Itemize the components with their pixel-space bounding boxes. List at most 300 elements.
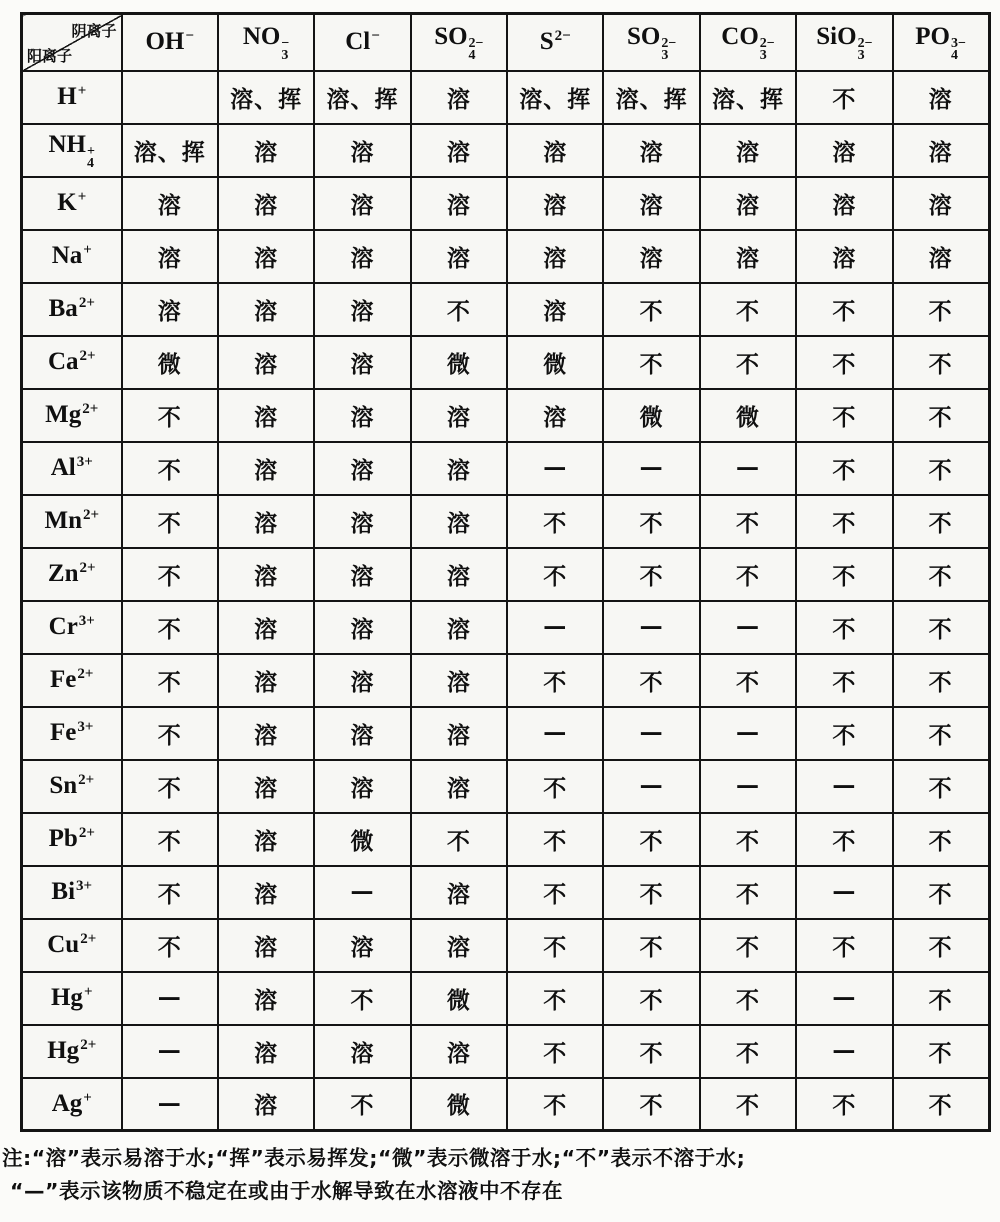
solubility-cell: 不 [122, 707, 218, 760]
cation-formula [51, 984, 93, 1011]
anion-formula [345, 28, 380, 55]
solubility-cell: 溶 [218, 124, 314, 177]
solubility-cell: 不 [796, 442, 892, 495]
solubility-cell: 溶 [314, 230, 410, 283]
cation-formula [50, 719, 93, 746]
ion-subscript: 3 [759, 47, 767, 63]
solubility-cell: 不 [411, 813, 507, 866]
header-row [22, 14, 990, 71]
anion-header [796, 14, 892, 71]
solubility-cell: — [507, 601, 603, 654]
anion-header [314, 14, 410, 71]
ion-base-text: SO [626, 22, 661, 50]
solubility-cell: 微 [603, 389, 699, 442]
solubility-cell: 不 [122, 495, 218, 548]
solubility-cell: 不 [314, 972, 410, 1025]
cation-formula [48, 560, 96, 587]
cation-header [22, 972, 122, 1025]
solubility-cell: 不 [603, 283, 699, 336]
ion-base-text: Ag [51, 1089, 83, 1117]
corner-cell [22, 14, 122, 71]
cation-formula [51, 878, 92, 905]
solubility-cell: — [796, 760, 892, 813]
anion-formula [540, 28, 571, 55]
solubility-cell: 溶 [507, 389, 603, 442]
solubility-cell: 溶 [122, 230, 218, 283]
ion-base-text: Mn [44, 507, 82, 534]
solubility-cell: 不 [893, 601, 989, 654]
solubility-cell: 微 [411, 1078, 507, 1131]
solubility-cell: 溶 [314, 601, 410, 654]
solubility-cell: 微 [122, 336, 218, 389]
table-row [22, 548, 990, 601]
cation-formula [48, 130, 95, 171]
cation-formula [48, 348, 96, 375]
ion-base-text: Zn [47, 560, 79, 587]
solubility-table [20, 12, 991, 1132]
solubility-cell: 溶 [218, 866, 314, 919]
ion-subscript: 4 [950, 47, 958, 63]
solubility-cell: 溶 [411, 177, 507, 230]
solubility-cell: — [603, 442, 699, 495]
ion-superscript: 2− [759, 35, 775, 51]
solubility-cell: 不 [796, 548, 892, 601]
solubility-cell: 溶 [700, 230, 796, 283]
cation-header [22, 707, 122, 760]
anion-header [700, 14, 796, 71]
cation-header [22, 283, 122, 336]
solubility-cell: 不 [796, 389, 892, 442]
solubility-cell: 溶 [507, 177, 603, 230]
solubility-cell: 不 [796, 813, 892, 866]
table-row [22, 177, 990, 230]
solubility-cell: — [796, 866, 892, 919]
anion-header [218, 14, 314, 71]
cation-formula [49, 295, 95, 322]
ion-superscript: + [77, 189, 87, 205]
solubility-cell: 不 [893, 760, 989, 813]
cation-formula [57, 83, 86, 110]
table-row [22, 283, 990, 336]
solubility-cell: 溶 [218, 336, 314, 389]
ion-base-text: K [57, 189, 77, 216]
solubility-cell: 溶 [796, 230, 892, 283]
cation-formula [49, 825, 95, 852]
solubility-cell: 微 [314, 813, 410, 866]
solubility-cell: 溶 [218, 548, 314, 601]
table-row [22, 389, 990, 442]
ion-base-text: Fe [50, 719, 77, 746]
ion-superscript: + [83, 242, 92, 258]
ion-superscript: 3− [950, 35, 966, 51]
ion-superscript: − [185, 28, 194, 45]
solubility-cell: 溶 [314, 707, 410, 760]
table-row [22, 760, 990, 813]
solubility-cell: 溶 [218, 230, 314, 283]
solubility-cell: 溶 [603, 230, 699, 283]
solubility-cell: 溶 [314, 760, 410, 813]
solubility-cell: 溶、挥 [507, 71, 603, 124]
solubility-cell: 不 [603, 1078, 699, 1131]
ion-charge-stack [759, 35, 775, 63]
cation-header [22, 813, 122, 866]
solubility-cell: 溶 [218, 1025, 314, 1078]
cation-header [22, 919, 122, 972]
ion-base-text: Cu [47, 931, 80, 958]
solubility-cell: 溶 [314, 177, 410, 230]
solubility-cell: 溶 [314, 495, 410, 548]
table-row [22, 124, 990, 177]
solubility-cell: 不 [122, 442, 218, 495]
ion-base-text: OH [145, 28, 185, 56]
ion-subscript: 3 [281, 47, 289, 63]
cation-formula [45, 401, 98, 428]
solubility-cell: 不 [122, 389, 218, 442]
solubility-cell: 不 [796, 654, 892, 707]
ion-base-text: NO [242, 22, 281, 50]
cation-formula [57, 189, 86, 216]
ion-base-text: S [539, 28, 554, 56]
ion-base-text: SO [434, 22, 468, 50]
anion-formula [721, 22, 775, 63]
solubility-cell: 不 [603, 866, 699, 919]
cation-header [22, 230, 122, 283]
solubility-cell: 不 [603, 548, 699, 601]
solubility-cell: 溶 [218, 760, 314, 813]
cation-formula [49, 613, 95, 640]
solubility-cell: 不 [507, 654, 603, 707]
ion-charge-stack [281, 35, 290, 63]
solubility-cell: 不 [893, 548, 989, 601]
table-row [22, 495, 990, 548]
cation-header [22, 124, 122, 177]
solubility-cell: 不 [700, 336, 796, 389]
solubility-cell: 溶 [507, 124, 603, 177]
ion-superscript: + [83, 1089, 92, 1106]
solubility-cell: — [796, 972, 892, 1025]
solubility-cell: 溶 [314, 389, 410, 442]
solubility-cell: 溶 [796, 124, 892, 177]
solubility-cell: 溶 [507, 230, 603, 283]
solubility-cell: 溶 [411, 866, 507, 919]
cation-formula [47, 931, 96, 958]
footnote-line1: 注:“溶”表示易溶于水;“挥”表示易挥发;“微”表示微溶于水;“不”表示不溶于水; [2, 1146, 746, 1170]
solubility-cell: 溶 [411, 230, 507, 283]
solubility-cell: 溶 [411, 71, 507, 124]
anion-formula [816, 22, 873, 63]
cation-header [22, 1078, 122, 1131]
cation-header [22, 336, 122, 389]
solubility-cell: — [122, 972, 218, 1025]
ion-base-text: Cl [345, 28, 371, 56]
ion-superscript: 2+ [79, 348, 96, 364]
solubility-cell: — [122, 1078, 218, 1131]
ion-superscript: 2+ [82, 507, 100, 523]
solubility-cell: 溶 [314, 336, 410, 389]
ion-superscript: 2+ [78, 295, 95, 311]
solubility-cell: 溶 [893, 124, 989, 177]
solubility-cell: 不 [893, 919, 989, 972]
table-row [22, 601, 990, 654]
anion-header [603, 14, 699, 71]
ion-charge-stack [950, 35, 966, 63]
solubility-cell: 不 [700, 1078, 796, 1131]
solubility-cell: 不 [700, 495, 796, 548]
anion-formula [242, 22, 290, 63]
solubility-cell: 不 [700, 919, 796, 972]
solubility-cell: 不 [893, 813, 989, 866]
ion-base-text: Cr [48, 613, 78, 640]
solubility-cell: 微 [507, 336, 603, 389]
solubility-cell: 不 [893, 866, 989, 919]
solubility-cell: 不 [603, 919, 699, 972]
solubility-cell: 不 [122, 601, 218, 654]
ion-superscript: 2+ [79, 560, 96, 576]
ion-superscript: − [371, 28, 380, 45]
cation-header [22, 177, 122, 230]
solubility-cell: 不 [893, 972, 989, 1025]
anion-formula [434, 22, 484, 63]
ion-subscript: 3 [661, 47, 669, 63]
solubility-cell: 不 [796, 283, 892, 336]
solubility-cell: 不 [507, 548, 603, 601]
solubility-cell: — [122, 1025, 218, 1078]
corner-cation-label: 阳离子 [27, 46, 73, 65]
solubility-cell: 溶 [122, 283, 218, 336]
solubility-cell: — [796, 1025, 892, 1078]
ion-base-text: Pb [48, 825, 78, 852]
solubility-cell: 不 [122, 813, 218, 866]
ion-subscript: 4 [468, 47, 476, 63]
solubility-cell: 不 [893, 654, 989, 707]
cation-header [22, 548, 122, 601]
cation-header [22, 654, 122, 707]
solubility-cell: 不 [796, 495, 892, 548]
solubility-cell: 溶 [314, 283, 410, 336]
ion-subscript: 3 [857, 47, 865, 63]
anion-header [411, 14, 507, 71]
solubility-cell: 不 [507, 1078, 603, 1131]
solubility-cell: 不 [603, 336, 699, 389]
table-row [22, 654, 990, 707]
solubility-cell: 溶 [314, 124, 410, 177]
table-body [22, 71, 990, 1131]
table-row [22, 71, 990, 124]
solubility-cell: — [507, 707, 603, 760]
solubility-cell: 不 [122, 548, 218, 601]
ion-charge-stack [857, 35, 873, 63]
ion-superscript: 2+ [82, 401, 99, 417]
solubility-cell: 不 [507, 972, 603, 1025]
solubility-cell: 溶 [411, 919, 507, 972]
solubility-cell: 溶、挥 [700, 71, 796, 124]
solubility-cell: 溶 [218, 177, 314, 230]
solubility-cell: 不 [893, 442, 989, 495]
solubility-cell: 不 [603, 495, 699, 548]
solubility-cell: 溶 [218, 972, 314, 1025]
ion-superscript: 2− [661, 35, 677, 51]
solubility-cell: 不 [796, 601, 892, 654]
solubility-cell: 溶 [314, 919, 410, 972]
cation-header [22, 1025, 122, 1078]
solubility-cell: 溶 [122, 177, 218, 230]
solubility-cell: — [603, 760, 699, 813]
ion-superscript: 2+ [80, 1037, 97, 1053]
anion-header [122, 14, 218, 71]
solubility-cell: 微 [411, 972, 507, 1025]
solubility-cell: 不 [796, 71, 892, 124]
solubility-cell: 不 [700, 654, 796, 707]
anion-formula [626, 22, 677, 63]
cation-formula [52, 242, 92, 269]
solubility-cell: 不 [893, 336, 989, 389]
solubility-cell: 不 [796, 707, 892, 760]
solubility-cell: 不 [122, 760, 218, 813]
solubility-cell: 溶 [411, 601, 507, 654]
table-row [22, 336, 990, 389]
solubility-cell: 不 [507, 813, 603, 866]
cation-header [22, 495, 122, 548]
solubility-cell: 溶 [700, 124, 796, 177]
table-row [22, 707, 990, 760]
ion-charge-stack [661, 35, 677, 63]
ion-charge-stack [468, 35, 484, 63]
solubility-cell: 不 [122, 654, 218, 707]
table-row [22, 230, 990, 283]
ion-superscript: + [87, 143, 95, 159]
cation-header [22, 389, 122, 442]
ion-superscript: 2− [468, 35, 484, 51]
solubility-cell: 溶 [411, 495, 507, 548]
solubility-cell: 溶 [218, 813, 314, 866]
table-row [22, 813, 990, 866]
cation-header [22, 760, 122, 813]
ion-superscript: 2+ [78, 772, 95, 788]
footnote-line2: “—”表示该物质不稳定在或由于水解导致在水溶液中不存在 [10, 1179, 563, 1203]
ion-base-text: H [57, 83, 77, 110]
solubility-cell: 溶、挥 [314, 71, 410, 124]
solubility-cell: — [507, 442, 603, 495]
solubility-cell: 溶 [218, 389, 314, 442]
anion-formula [145, 28, 193, 55]
solubility-cell: 不 [796, 1078, 892, 1131]
ion-base-text: Mg [45, 401, 82, 428]
solubility-cell: 不 [700, 548, 796, 601]
solubility-cell: 溶、挥 [122, 124, 218, 177]
table-header [22, 14, 990, 71]
solubility-cell: 不 [603, 972, 699, 1025]
solubility-cell: 不 [796, 336, 892, 389]
solubility-cell: 溶 [411, 707, 507, 760]
solubility-cell: 不 [700, 1025, 796, 1078]
solubility-cell: 不 [893, 283, 989, 336]
solubility-cell: 溶 [218, 495, 314, 548]
cation-formula [52, 1090, 92, 1117]
solubility-cell: 不 [893, 707, 989, 760]
solubility-cell: 溶 [507, 283, 603, 336]
solubility-cell: 不 [603, 813, 699, 866]
ion-superscript: 2− [857, 35, 873, 51]
ion-base-text: Ba [48, 295, 78, 322]
solubility-cell: 溶 [411, 1025, 507, 1078]
ion-superscript: 2+ [80, 931, 97, 947]
cation-formula [50, 666, 93, 693]
solubility-cell: 溶 [314, 1025, 410, 1078]
ion-base-text: Bi [51, 878, 76, 905]
solubility-cell: 不 [893, 389, 989, 442]
ion-base-text: Na [51, 242, 83, 269]
solubility-cell: 溶 [218, 1078, 314, 1131]
solubility-cell: 溶 [603, 177, 699, 230]
cation-formula [51, 454, 93, 481]
solubility-cell: 不 [893, 1025, 989, 1078]
solubility-cell: — [603, 601, 699, 654]
solubility-cell: 溶 [411, 760, 507, 813]
solubility-cell: 不 [893, 1078, 989, 1131]
solubility-cell: 不 [122, 866, 218, 919]
solubility-table-wrapper [20, 12, 991, 1132]
solubility-cell: 溶 [700, 177, 796, 230]
ion-base-text: NH [48, 130, 86, 158]
solubility-cell: 不 [507, 1025, 603, 1078]
solubility-cell: 溶 [314, 548, 410, 601]
solubility-cell: — [603, 707, 699, 760]
ion-superscript: 2− [554, 28, 571, 45]
table-row [22, 1078, 990, 1131]
solubility-cell: 溶 [218, 707, 314, 760]
solubility-cell: 不 [700, 866, 796, 919]
solubility-cell: 不 [893, 495, 989, 548]
solubility-cell: 溶 [314, 442, 410, 495]
ion-base-text: Sn [49, 772, 78, 799]
anion-formula [915, 22, 966, 63]
solubility-cell: 溶 [411, 389, 507, 442]
solubility-cell: 溶、挥 [218, 71, 314, 124]
solubility-cell: — [700, 760, 796, 813]
ion-superscript: 2+ [78, 825, 95, 841]
ion-superscript: 2+ [77, 666, 94, 682]
solubility-cell: 不 [700, 813, 796, 866]
solubility-cell: 溶 [893, 71, 989, 124]
ion-superscript: 3+ [78, 613, 95, 629]
ion-base-text: CO [721, 22, 759, 50]
solubility-cell: 溶 [411, 124, 507, 177]
solubility-cell: 溶 [314, 654, 410, 707]
solubility-cell: 溶 [893, 177, 989, 230]
corner-anion-label: 阴离子 [71, 22, 117, 40]
solubility-cell: 溶 [893, 230, 989, 283]
solubility-cell: 溶 [411, 442, 507, 495]
solubility-cell: — [700, 707, 796, 760]
ion-superscript: + [83, 984, 93, 1000]
solubility-cell: 不 [507, 866, 603, 919]
solubility-cell: 不 [700, 972, 796, 1025]
ion-base-text: Hg [50, 984, 83, 1011]
cation-header [22, 866, 122, 919]
solubility-cell: 溶 [796, 177, 892, 230]
ion-superscript: + [77, 83, 87, 99]
solubility-cell [122, 71, 218, 124]
ion-charge-stack [87, 143, 95, 171]
solubility-cell: 微 [411, 336, 507, 389]
solubility-cell: 不 [796, 919, 892, 972]
solubility-cell: 溶 [411, 654, 507, 707]
cation-header [22, 442, 122, 495]
table-row [22, 1025, 990, 1078]
ion-base-text: SiO [816, 22, 857, 50]
solubility-cell: 溶 [603, 124, 699, 177]
solubility-cell: 溶 [218, 919, 314, 972]
